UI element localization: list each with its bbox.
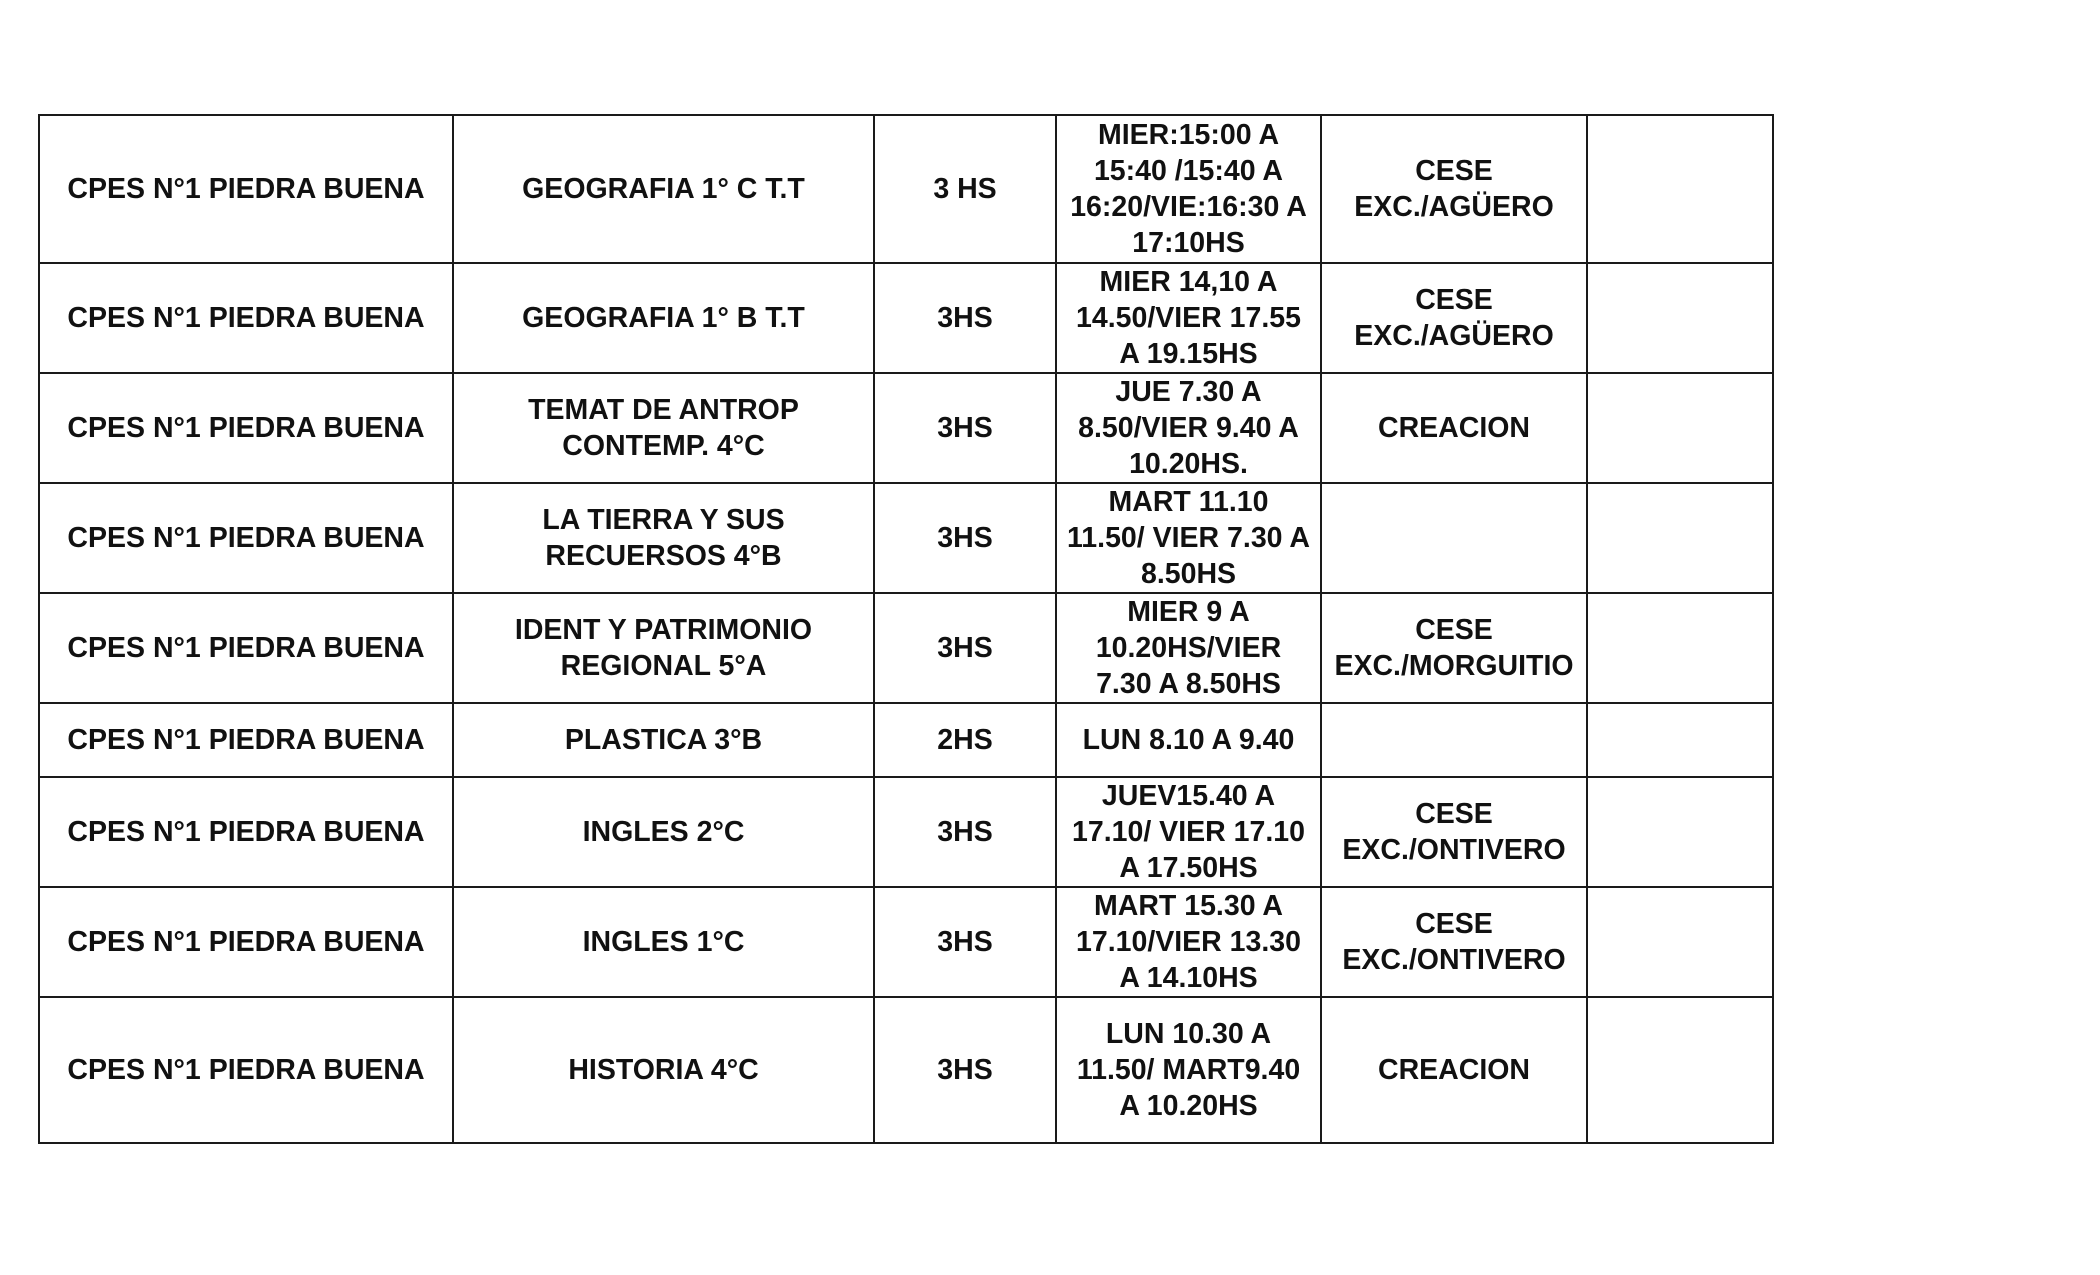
status-cell (1321, 703, 1587, 777)
table-row (39, 997, 1773, 1143)
subject-cell: LA TIERRA Y SUS RECUERSOS 4°B (453, 483, 874, 593)
status-cell: CESE EXC./ONTIVERO (1321, 777, 1587, 887)
subject-cell: PLASTICA 3°B (453, 703, 874, 777)
hours-cell: 2HS (874, 703, 1056, 777)
subject-cell: GEOGRAFIA 1° C T.T (453, 115, 874, 263)
table-row (39, 115, 1773, 263)
schedule-cell: JUE 7.30 A 8.50/VIER 9.40 A 10.20HS. (1056, 373, 1321, 483)
hours-cell: 3HS (874, 887, 1056, 997)
subject-cell: IDENT Y PATRIMONIO REGIONAL 5°A (453, 593, 874, 703)
subject-cell: HISTORIA 4°C (453, 997, 874, 1143)
extra-cell (1587, 483, 1773, 593)
school-cell: CPES N°1 PIEDRA BUENA (39, 593, 453, 703)
extra-cell (1587, 703, 1773, 777)
schedule-cell: MIER 9 A 10.20HS/VIER 7.30 A 8.50HS (1056, 593, 1321, 703)
hours-cell: 3HS (874, 373, 1056, 483)
school-cell: CPES N°1 PIEDRA BUENA (39, 483, 453, 593)
subject-cell: GEOGRAFIA 1° B T.T (453, 263, 874, 373)
school-cell: CPES N°1 PIEDRA BUENA (39, 703, 453, 777)
schedule-cell: LUN 10.30 A 11.50/ MART9.40 A 10.20HS (1056, 997, 1321, 1143)
school-cell: CPES N°1 PIEDRA BUENA (39, 997, 453, 1143)
extra-cell (1587, 115, 1773, 263)
extra-cell (1587, 593, 1773, 703)
subject-cell: TEMAT DE ANTROP CONTEMP. 4°C (453, 373, 874, 483)
schedule-cell: LUN 8.10 A 9.40 (1056, 703, 1321, 777)
status-cell: CREACION (1321, 997, 1587, 1143)
extra-cell (1587, 373, 1773, 483)
subject-cell: INGLES 2°C (453, 777, 874, 887)
schedule-cell: MIER 14,10 A 14.50/VIER 17.55 A 19.15HS (1056, 263, 1321, 373)
table-row (39, 483, 1773, 593)
table-row (39, 593, 1773, 703)
schedule-cell: JUEV15.40 A 17.10/ VIER 17.10 A 17.50HS (1056, 777, 1321, 887)
status-cell: CREACION (1321, 373, 1587, 483)
table-row (39, 263, 1773, 373)
schedule-cell: MART 15.30 A 17.10/VIER 13.30 A 14.10HS (1056, 887, 1321, 997)
extra-cell (1587, 997, 1773, 1143)
school-cell: CPES N°1 PIEDRA BUENA (39, 777, 453, 887)
table-row (39, 373, 1773, 483)
extra-cell (1587, 887, 1773, 997)
status-cell: CESE EXC./AGÜERO (1321, 115, 1587, 263)
school-cell: CPES N°1 PIEDRA BUENA (39, 887, 453, 997)
hours-cell: 3HS (874, 483, 1056, 593)
hours-cell: 3HS (874, 997, 1056, 1143)
school-cell: CPES N°1 PIEDRA BUENA (39, 115, 453, 263)
status-cell: CESE EXC./ONTIVERO (1321, 887, 1587, 997)
extra-cell (1587, 777, 1773, 887)
extra-cell (1587, 263, 1773, 373)
status-cell: CESE EXC./MORGUITIO (1321, 593, 1587, 703)
schedule-cell: MART 11.10 11.50/ VIER 7.30 A 8.50HS (1056, 483, 1321, 593)
hours-cell: 3HS (874, 263, 1056, 373)
hours-cell: 3HS (874, 593, 1056, 703)
schedule-table (38, 114, 1774, 1144)
table-row (39, 703, 1773, 777)
school-cell: CPES N°1 PIEDRA BUENA (39, 373, 453, 483)
school-cell: CPES N°1 PIEDRA BUENA (39, 263, 453, 373)
hours-cell: 3HS (874, 777, 1056, 887)
hours-cell: 3 HS (874, 115, 1056, 263)
subject-cell: INGLES 1°C (453, 887, 874, 997)
table-row (39, 777, 1773, 887)
status-cell: CESE EXC./AGÜERO (1321, 263, 1587, 373)
schedule-cell: MIER:15:00 A 15:40 /15:40 A 16:20/VIE:16:30 A 17:10HS (1056, 115, 1321, 263)
table-row (39, 887, 1773, 997)
status-cell (1321, 483, 1587, 593)
